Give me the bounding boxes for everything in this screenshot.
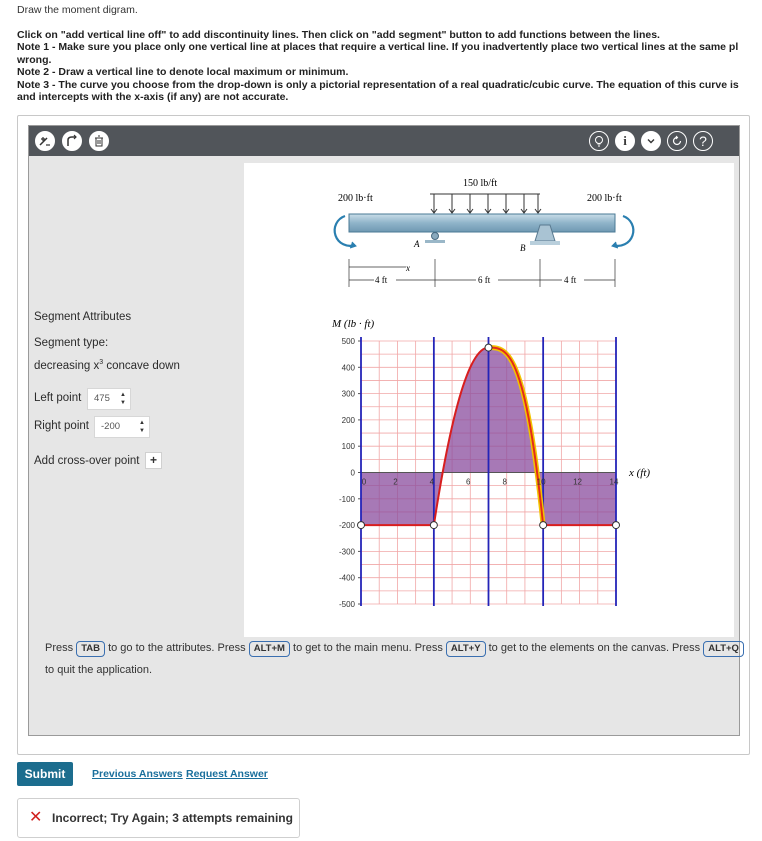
x-tick-label: 0 — [361, 477, 367, 487]
info-icon[interactable]: i — [615, 131, 635, 151]
toolbar — [29, 126, 739, 156]
support-a-label: A — [414, 239, 420, 249]
x-tick-label: 2 — [393, 477, 398, 487]
feedback-text: Incorrect; Try Again; 3 attempts remaining — [52, 811, 293, 825]
segment-endpoint — [485, 344, 492, 351]
instruction-note-3-cont: and intercepts with the x-axis (if any) are not accurate. — [17, 91, 289, 103]
x-tick-label: 12 — [573, 477, 583, 487]
add-vertical-line-icon[interactable] — [35, 131, 55, 151]
segment-type-value[interactable] — [34, 359, 180, 372]
app-frame — [17, 115, 750, 755]
y-tick-label: -300 — [338, 547, 355, 557]
help-icon[interactable]: ? — [693, 131, 713, 151]
segment-endpoint — [540, 522, 547, 529]
segment-type-label: Segment type: — [34, 337, 109, 349]
segment-type-suffix: concave down — [103, 359, 180, 372]
segment-endpoint — [358, 522, 365, 529]
hint-bulb-icon[interactable] — [589, 131, 609, 151]
y-tick-label: 200 — [341, 415, 355, 425]
distributed-load-label: 150 lb/ft — [463, 178, 498, 189]
left-point-label: Left point — [34, 392, 82, 404]
help-text-2: to go to the attributes. Press — [108, 642, 246, 654]
question-title: Draw the moment digram. — [17, 4, 138, 16]
segment-endpoint — [430, 522, 437, 529]
y-tick-label: 500 — [341, 337, 355, 346]
instruction-note-1: Note 1 - Make sure you place only one vertical line at places that require a vertical line. If you inadvertently place two vertical lines at the same pl — [17, 41, 739, 53]
segment-type-exponent: 3 — [99, 359, 104, 366]
x-marker: x — [406, 263, 410, 273]
y-tick-label: 100 — [341, 442, 355, 452]
support-a — [413, 233, 445, 250]
kbd-alt-m: ALT+M — [249, 641, 290, 657]
left-point-input[interactable] — [87, 388, 131, 410]
x-tick-label: 4 — [429, 477, 435, 487]
y-tick-label: -100 — [338, 494, 355, 504]
reset-icon[interactable] — [667, 131, 687, 151]
kbd-tab: TAB — [76, 641, 105, 657]
submit-button[interactable]: Submit — [17, 762, 73, 786]
dimension-3: 4 ft — [564, 275, 577, 285]
vertical-lines — [361, 337, 616, 606]
y-tick-label: 400 — [341, 363, 355, 373]
right-point-input[interactable] — [94, 416, 150, 438]
kbd-alt-y: ALT+Y — [446, 641, 486, 657]
left-point-stepper[interactable]: ▲ ▼ — [120, 392, 126, 406]
x-tick-label: 10 — [536, 477, 546, 487]
feedback-box — [17, 798, 300, 838]
instruction-note-3: Note 3 - The curve you choose from the drop-down is only a pictorial representation of a real quadratic/cubic curve. The equation of this curve is — [17, 78, 739, 91]
instruction-note-1-cont: wrong. — [17, 53, 52, 66]
dimension-2: 6 ft — [478, 275, 491, 285]
x-axis-label: x (ft) — [629, 467, 651, 479]
drawing-tool — [28, 125, 740, 736]
x-tick-label: 6 — [466, 477, 471, 487]
help-text-4: to get to the elements on the canvas. Press — [488, 642, 701, 654]
y-tick-label: -500 — [338, 600, 355, 609]
keyboard-help — [45, 637, 745, 681]
incorrect-icon: ✕ — [29, 809, 43, 826]
y-tick-label: -400 — [338, 573, 355, 583]
instructions — [17, 4, 762, 104]
segment-endpoint — [613, 522, 620, 529]
instruction-line-1: Click on "add vertical line off" to add discontinuity lines. Then click on "add segment" button to add functions between the lines. — [17, 28, 660, 41]
y-axis-label: M (lb · ft) — [332, 318, 375, 330]
left-point-value: 475 — [94, 393, 110, 404]
left-moment-label: 200 lb·ft — [338, 193, 373, 204]
right-point-stepper[interactable]: ▲ ▼ — [139, 420, 145, 434]
request-answer-link[interactable]: Request Answer — [186, 768, 268, 780]
previous-answers-link[interactable]: Previous Answers — [92, 768, 183, 780]
x-tick-label: 8 — [502, 477, 507, 487]
right-moment-label: 200 lb·ft — [587, 193, 622, 204]
support-b-label: B — [520, 243, 526, 253]
canvas[interactable] — [244, 163, 734, 637]
kbd-alt-q: ALT+Q — [703, 641, 744, 657]
segment-attributes-heading: Segment Attributes — [34, 311, 132, 323]
distributed-load-arrows — [430, 194, 541, 213]
x-tick-label: 14 — [609, 477, 619, 487]
help-text-3: to get to the main menu. Press — [293, 642, 443, 654]
segment-type-prefix: decreasing x — [34, 359, 100, 372]
y-tick-label: 0 — [350, 468, 355, 478]
add-segment-icon[interactable] — [62, 131, 82, 151]
beam-figure — [335, 178, 634, 287]
y-tick-label: -200 — [338, 521, 355, 531]
crossover-label: Add cross-over point — [34, 455, 140, 467]
right-point-label: Right point — [34, 420, 89, 432]
dimension-1: 4 ft — [375, 275, 388, 285]
chevron-down-icon[interactable] — [641, 131, 661, 151]
canvas-svg — [244, 163, 734, 637]
right-moment-arrow — [613, 216, 633, 246]
y-tick-label: 300 — [341, 389, 355, 399]
instruction-note-2: Note 2 - Draw a vertical line to denote local maximum or minimum. — [17, 66, 349, 78]
help-text-1: Press — [45, 642, 74, 654]
help-text-5: to quit the application. — [45, 664, 153, 676]
add-crossover-button[interactable]: + — [145, 452, 162, 469]
beam — [349, 214, 615, 232]
right-point-value: -200 — [101, 421, 121, 432]
trash-icon[interactable] — [89, 131, 109, 151]
